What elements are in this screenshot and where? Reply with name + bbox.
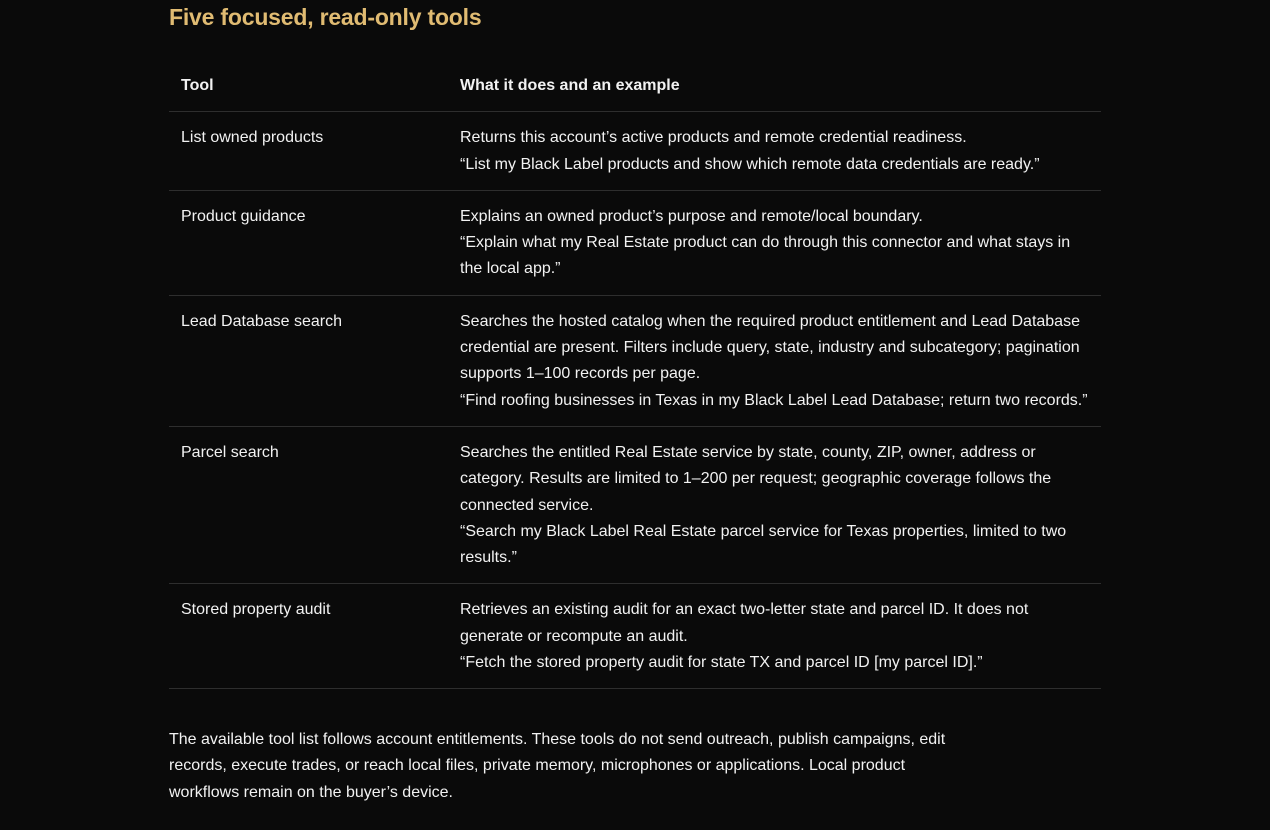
tools-table [169, 60, 1101, 689]
tool-example: “Fetch the stored property audit for state TX and parcel ID [my parcel ID].” [460, 654, 983, 672]
section-title: Five focused, read-only tools [169, 4, 482, 30]
tool-example: “List my Black Label products and show which remote data credentials are ready.” [460, 155, 1040, 173]
tool-example: “Find roofing businesses in Texas in my Black Label Lead Database; return two records.” [460, 391, 1088, 409]
table-row [169, 190, 1101, 295]
tool-example: “Explain what my Real Estate product can do through this connector and what stays in the local app.” [460, 234, 1071, 278]
tool-details [448, 112, 1101, 191]
tool-name: Stored property audit [169, 584, 448, 689]
tool-example: “Search my Black Label Real Estate parcel service for Texas properties, limited to two results.” [460, 522, 1067, 567]
header-tool: Tool [169, 60, 448, 112]
tool-details [448, 190, 1101, 295]
table-row [169, 426, 1101, 583]
tool-description: Searches the entitled Real Estate service by state, county, ZIP, owner, address or category. Results are limited to 1–200 per request; geographic coverage follows the connected service. [460, 443, 1052, 514]
tool-name: List owned products [169, 112, 448, 191]
table-row [169, 584, 1101, 689]
footer-note: The available tool list follows account entitlements. These tools do not send outreach, publish campaigns, edit records, execute trades, or reach local files, private memory, microphones or applications. Local product workflows remain on the buyer’s device. [169, 731, 946, 801]
tool-name: Lead Database search [169, 295, 448, 426]
tool-description: Searches the hosted catalog when the required product entitlement and Lead Database credential are present. Filters include query, state, industry and subcategory; pagination supports 1–100 records per page. [460, 312, 1080, 383]
table-row [169, 295, 1101, 426]
tool-name: Product guidance [169, 190, 448, 295]
tool-name: Parcel search [169, 426, 448, 583]
tool-description: Explains an owned product’s purpose and remote/local boundary. [460, 207, 923, 225]
table-row [169, 112, 1101, 191]
table-header-row [169, 60, 1101, 112]
tool-details [448, 584, 1101, 689]
header-description: What it does and an example [448, 60, 1101, 112]
tool-details [448, 426, 1101, 583]
tool-description: Returns this account’s active products and remote credential readiness. [460, 129, 967, 147]
tool-description: Retrieves an existing audit for an exact two-letter state and parcel ID. It does not generate or recompute an audit. [460, 601, 1029, 645]
tool-details [448, 295, 1101, 426]
